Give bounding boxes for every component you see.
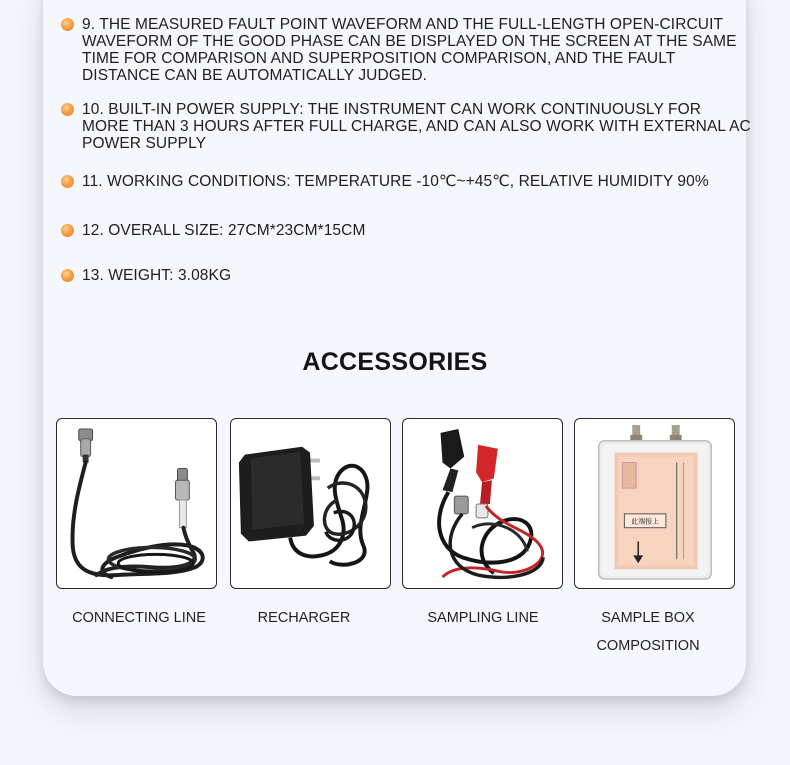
caption-text: RECHARGER — [257, 610, 351, 626]
caption-connecting-line — [54, 604, 224, 632]
sample-box-icon — [575, 419, 734, 588]
sampling-line-image — [402, 418, 563, 589]
spec-text: 9. THE MEASURED FAULT POINT WAVEFORM AND THE FULL-LENGTH OPEN-CIRCUIT WAVEFORM OF THE GOOD PHASE CAN BE DISPLAYED ON THE SCREEN AT THE SAME TIME FOR COMPARISON AND SUPERPOSITION COMPARISON, AND THE FAULT DISTANCE CAN BE AUTOMATICALLY JUDGED. — [82, 16, 737, 84]
bullet-icon — [61, 175, 74, 188]
caption-text: COMPOSITION — [596, 638, 700, 654]
caption-sample-box — [563, 604, 733, 660]
caption-text: SAMPLING LINE — [427, 610, 539, 626]
recharger-image — [230, 418, 391, 589]
spec-text: 11. WORKING CONDITIONS: TEMPERATURE -10℃~+45℃, RELATIVE HUMIDITY 90% — [82, 173, 709, 190]
caption-recharger — [219, 604, 389, 632]
bullet-icon — [61, 18, 74, 31]
caption-text: SAMPLE BOX — [601, 610, 695, 626]
connecting-line-image — [56, 418, 217, 589]
bullet-icon — [61, 224, 74, 237]
caption-text: CONNECTING LINE — [72, 610, 206, 626]
caption-sampling-line — [398, 604, 568, 632]
spec-text: 10. BUILT-IN POWER SUPPLY: THE INSTRUMENT CAN WORK CONTINUOUSLY FOR MORE THAN 3 HOURS AFTER FULL CHARGE, AND CAN ALSO WORK WITH EXTERNAL AC POWER SUPPLY — [82, 101, 751, 152]
bullet-icon — [61, 269, 74, 282]
accessories-title: ACCESSORIES — [302, 348, 488, 376]
spec-text: 12. OVERALL SIZE: 27CM*23CM*15CM — [82, 222, 366, 239]
sample-box-image — [574, 418, 735, 589]
sample-box-label: 此端接上 — [631, 517, 659, 526]
bullet-icon — [61, 103, 74, 116]
connecting-line-icon — [57, 419, 216, 588]
sampling-line-icon — [403, 419, 562, 588]
recharger-icon — [231, 419, 390, 588]
spec-text: 13. WEIGHT: 3.08KG — [82, 267, 232, 284]
